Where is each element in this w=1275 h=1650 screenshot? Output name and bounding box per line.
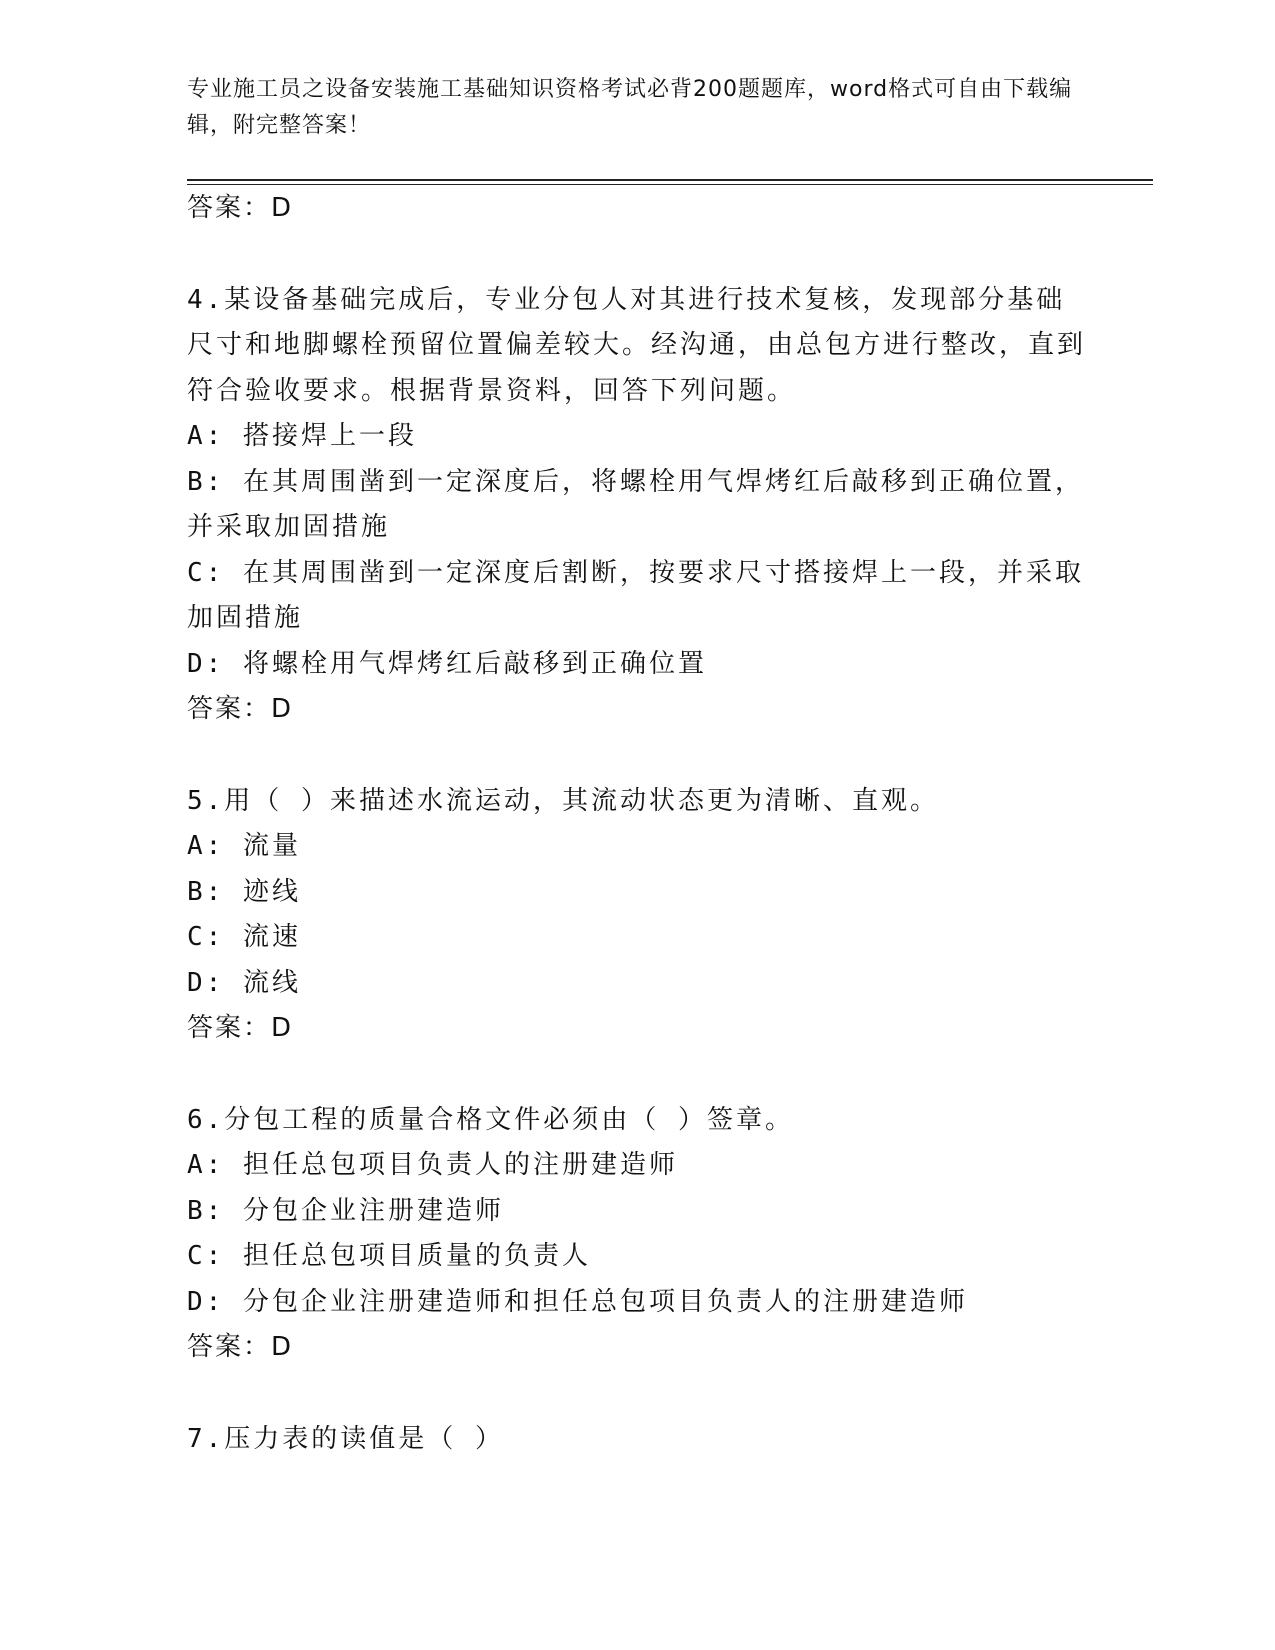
option-c: C: 流速	[187, 922, 301, 952]
answer-line: 答案：D	[187, 694, 294, 724]
answer-line: 答案：D	[187, 193, 294, 223]
option-d: D: 流线	[187, 967, 301, 998]
option-b: B: 在其周围凿到一定深度后，将螺栓用气焊烤红后敲移到正确位置，并采取加固措施	[187, 466, 1084, 542]
question-stem: 4.某设备基础完成后，专业分包人对其进行技术复核，发现部分基础尺寸和地脚螺栓预留位置偏差较大。经沟通，由总包方进行整改，直到符合验收要求。根据背景资料，回答下列问题。	[187, 284, 1087, 406]
option-a: A: 流量	[187, 831, 301, 861]
question-stem: 6.分包工程的质量合格文件必须由（ ）签章。	[187, 1104, 794, 1135]
question-4	[187, 278, 1087, 733]
option-a: A: 搭接焊上一段	[187, 421, 417, 451]
header-rule	[187, 179, 1153, 181]
option-b: B: 分包企业注册建造师	[187, 1195, 504, 1226]
option-a: A: 担任总包项目负责人的注册建造师	[187, 1150, 678, 1180]
question-6	[187, 1098, 1087, 1371]
question-5	[187, 779, 1087, 1052]
answer-line: 答案：D	[187, 1332, 294, 1362]
option-c: C: 担任总包项目质量的负责人	[187, 1241, 591, 1271]
header-rule-thin	[187, 184, 1153, 185]
question-list	[187, 186, 1087, 1462]
option-c: C: 在其周围凿到一定深度后割断，按要求尺寸搭接焊上一段，并采取加固措施	[187, 557, 1084, 633]
page-header: 专业施工员之设备安装施工基础知识资格考试必背200题题库，word格式可自由下载编辑，附完整答案！	[187, 77, 1073, 138]
answer-line: 答案：D	[187, 1013, 294, 1043]
question-7	[187, 1417, 1087, 1463]
question-stem: 7.压力表的读值是（ ）	[187, 1423, 504, 1454]
option-d: D: 分包企业注册建造师和担任总包项目负责人的注册建造师	[187, 1286, 968, 1317]
option-b: B: 迹线	[187, 876, 301, 907]
option-d: D: 将螺栓用气焊烤红后敲移到正确位置	[187, 648, 707, 679]
question-stem: 5.用（ ）来描述水流运动，其流动状态更为清晰、直观。	[187, 785, 939, 816]
